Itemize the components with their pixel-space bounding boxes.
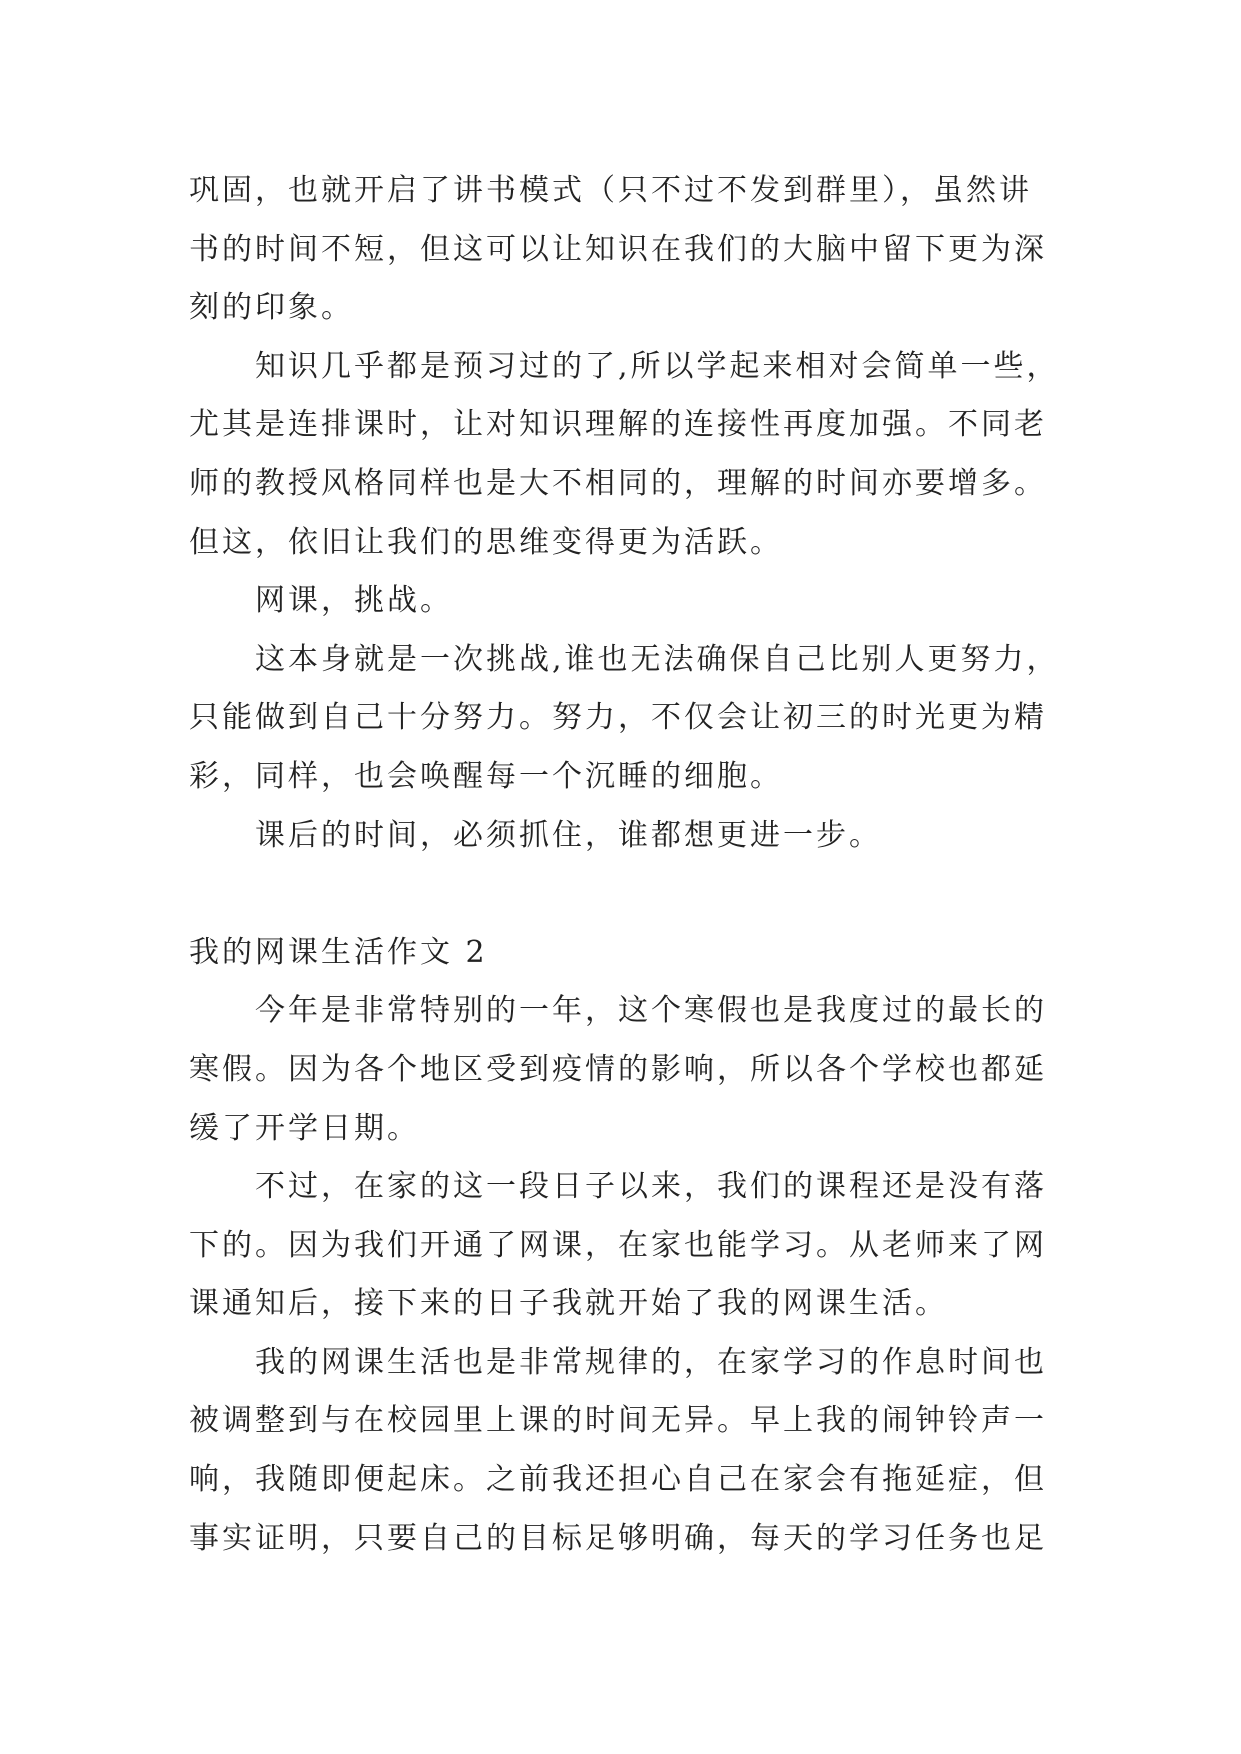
paragraph-start: 我的网课生活也是非常规律的，在家学习的作息时间也 (255, 1344, 1047, 1380)
text-line: 寒假。因为各个地区受到疫情的影响，所以各个学校也都延 (189, 1051, 1047, 1087)
paragraph-start: 今年是非常特别的一年，这个寒假也是我度过的最长的 (255, 993, 1047, 1029)
section-gap (189, 865, 1069, 924)
text-line: 尤其是连排课时，让对知识理解的连接性再度加强。不同老 (189, 407, 1047, 443)
document-body (189, 162, 1069, 1568)
section-title: 我的网课生活作文 2 (189, 934, 488, 970)
paragraph-start: 知识几乎都是预习过的了,所以学起来相对会简单一些， (255, 348, 1060, 384)
text-line: 巩固，也就开启了讲书模式（只不过不发到群里），虽然讲 (189, 173, 1032, 208)
paragraph-start: 网课，挑战。 (255, 583, 453, 619)
paragraph-start: 这本身就是一次挑战,谁也无法确保自己比别人更努力， (255, 641, 1060, 677)
text-line: 但这，依旧让我们的思维变得更为活跃。 (189, 524, 783, 560)
text-line: 被调整到与在校园里上课的时间无异。早上我的闹钟铃声一 (189, 1403, 1047, 1439)
text-line: 彩，同样，也会唤醒每一个沉睡的细胞。 (189, 758, 783, 794)
text-line: 课通知后，接下来的日子我就开始了我的网课生活。 (189, 1286, 948, 1322)
text-line: 师的教授风格同样也是大不相同的，理解的时间亦要增多。 (189, 465, 1047, 501)
text-line: 缓了开学日期。 (189, 1110, 420, 1146)
text-line: 事实证明，只要自己的目标足够明确，每天的学习任务也足 (189, 1520, 1047, 1556)
text-line: 下的。因为我们开通了网课，在家也能学习。从老师来了网 (189, 1227, 1047, 1263)
text-line: 刻的印象。 (189, 290, 354, 326)
paragraph-start: 课后的时间，必须抓住，谁都想更进一步。 (255, 817, 882, 853)
text-line: 书的时间不短，但这可以让知识在我们的大脑中留下更为深 (189, 231, 1047, 267)
text-line: 只能做到自己十分努力。努力，不仅会让初三的时光更为精 (189, 700, 1047, 736)
text-line: 响，我随即便起床。之前我还担心自己在家会有拖延症，但 (189, 1462, 1047, 1498)
paragraph-start: 不过，在家的这一段日子以来，我们的课程还是没有落 (255, 1169, 1047, 1205)
